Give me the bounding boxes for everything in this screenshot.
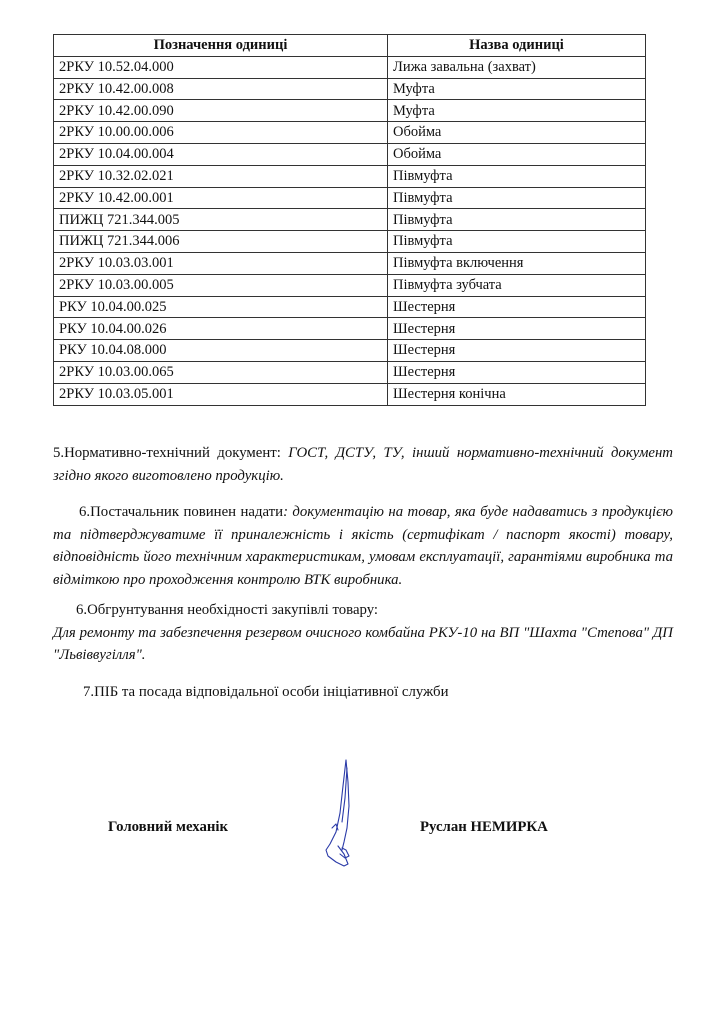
unit-name-cell: Обойма xyxy=(388,143,646,165)
table-row xyxy=(54,361,646,383)
unit-name-cell: Шестерня xyxy=(388,340,646,362)
table-row xyxy=(54,296,646,318)
unit-name-cell: Муфта xyxy=(388,78,646,100)
designation-cell: РКУ 10.04.08.000 xyxy=(54,340,388,362)
signatory-title: Головний механік xyxy=(108,819,229,835)
designation-cell: 2РКУ 10.42.00.090 xyxy=(54,100,388,122)
section-6-lead: 6.Постачальник повинен надати xyxy=(79,504,284,520)
unit-name-cell: Шестерня xyxy=(388,296,646,318)
unit-name-cell: Обойма xyxy=(388,122,646,144)
table-row xyxy=(54,143,646,165)
designation-cell: 2РКУ 10.00.00.006 xyxy=(54,122,388,144)
section-6-paragraph xyxy=(53,501,673,591)
designation-cell: 2РКУ 10.04.00.004 xyxy=(54,143,388,165)
table-row xyxy=(54,209,646,231)
section-5-paragraph xyxy=(53,442,673,487)
designation-cell: 2РКУ 10.52.04.000 xyxy=(54,56,388,78)
designation-cell: 2РКУ 10.03.00.005 xyxy=(54,274,388,296)
designation-cell: 2РКУ 10.42.00.001 xyxy=(54,187,388,209)
section-5-lead: 5.Нормативно-технічний документ: xyxy=(53,445,289,461)
designation-cell: 2РКУ 10.03.03.001 xyxy=(54,252,388,274)
table-row xyxy=(54,100,646,122)
unit-name-cell: Лижа завальна (захват) xyxy=(388,56,646,78)
designation-cell: 2РКУ 10.03.05.001 xyxy=(54,383,388,405)
table-row xyxy=(54,78,646,100)
designation-cell: РКУ 10.04.00.026 xyxy=(54,318,388,340)
table-row xyxy=(54,274,646,296)
table-row xyxy=(54,122,646,144)
designation-cell: РКУ 10.04.00.025 xyxy=(54,296,388,318)
section-5-body: ГОСТ, ДСТУ, ТУ, інший нормативно-технічний документ згідно якого виготовлено продукцію. xyxy=(53,445,673,484)
unit-name-cell: Півмуфта xyxy=(388,231,646,253)
units-table xyxy=(53,34,646,406)
designation-cell: ПИЖЦ 721.344.005 xyxy=(54,209,388,231)
table-row xyxy=(54,340,646,362)
designation-cell: 2РКУ 10.42.00.008 xyxy=(54,78,388,100)
table-row xyxy=(54,187,646,209)
table-row xyxy=(54,231,646,253)
unit-name-cell: Півмуфта xyxy=(388,187,646,209)
table-row xyxy=(54,252,646,274)
designation-cell: ПИЖЦ 721.344.006 xyxy=(54,231,388,253)
unit-name-cell: Півмуфта xyxy=(388,209,646,231)
section-7-paragraph: 7.ПІБ та посада відповідальної особи ініціативної служби xyxy=(83,684,449,700)
handwritten-signature xyxy=(318,758,368,870)
unit-name-cell: Півмуфта включення xyxy=(388,252,646,274)
unit-name-cell: Шестерня конічна xyxy=(388,383,646,405)
unit-name-cell: Муфта xyxy=(388,100,646,122)
unit-name-cell: Півмуфта зубчата xyxy=(388,274,646,296)
table-row xyxy=(54,318,646,340)
table-row xyxy=(54,56,646,78)
table-row xyxy=(54,165,646,187)
unit-name-cell: Шестерня xyxy=(388,318,646,340)
section-6-body: : документацію на товар, яка буде надаватись з продукцією та підтверджуватиме її приналежність і якість (сертифікат / паспорт якості) товару, відповідність його технічним характеристикам, умовам експлуатації, гарантіями виробника та відміткою про проходження контролю ВТК виробника. xyxy=(53,504,673,588)
section-6b-body: Для ремонту та забезпечення резервом очисного комбайна РКУ-10 на ВП "Шахта "Степова" ДП "Львіввугілля". xyxy=(53,624,673,663)
section-6b-lead: 6.Обгрунтування необхідності закупівлі товару: xyxy=(76,602,379,618)
signatory-name: Руслан НЕМИРКА xyxy=(420,819,548,835)
header-designation: Позначення одиниці xyxy=(54,35,388,57)
designation-cell: 2РКУ 10.32.02.021 xyxy=(54,165,388,187)
designation-cell: 2РКУ 10.03.00.065 xyxy=(54,361,388,383)
unit-name-cell: Шестерня xyxy=(388,361,646,383)
table-header-row xyxy=(54,35,646,57)
table-row xyxy=(54,383,646,405)
header-name: Назва одиниці xyxy=(388,35,646,57)
section-6b-paragraph xyxy=(53,599,673,667)
unit-name-cell: Півмуфта xyxy=(388,165,646,187)
